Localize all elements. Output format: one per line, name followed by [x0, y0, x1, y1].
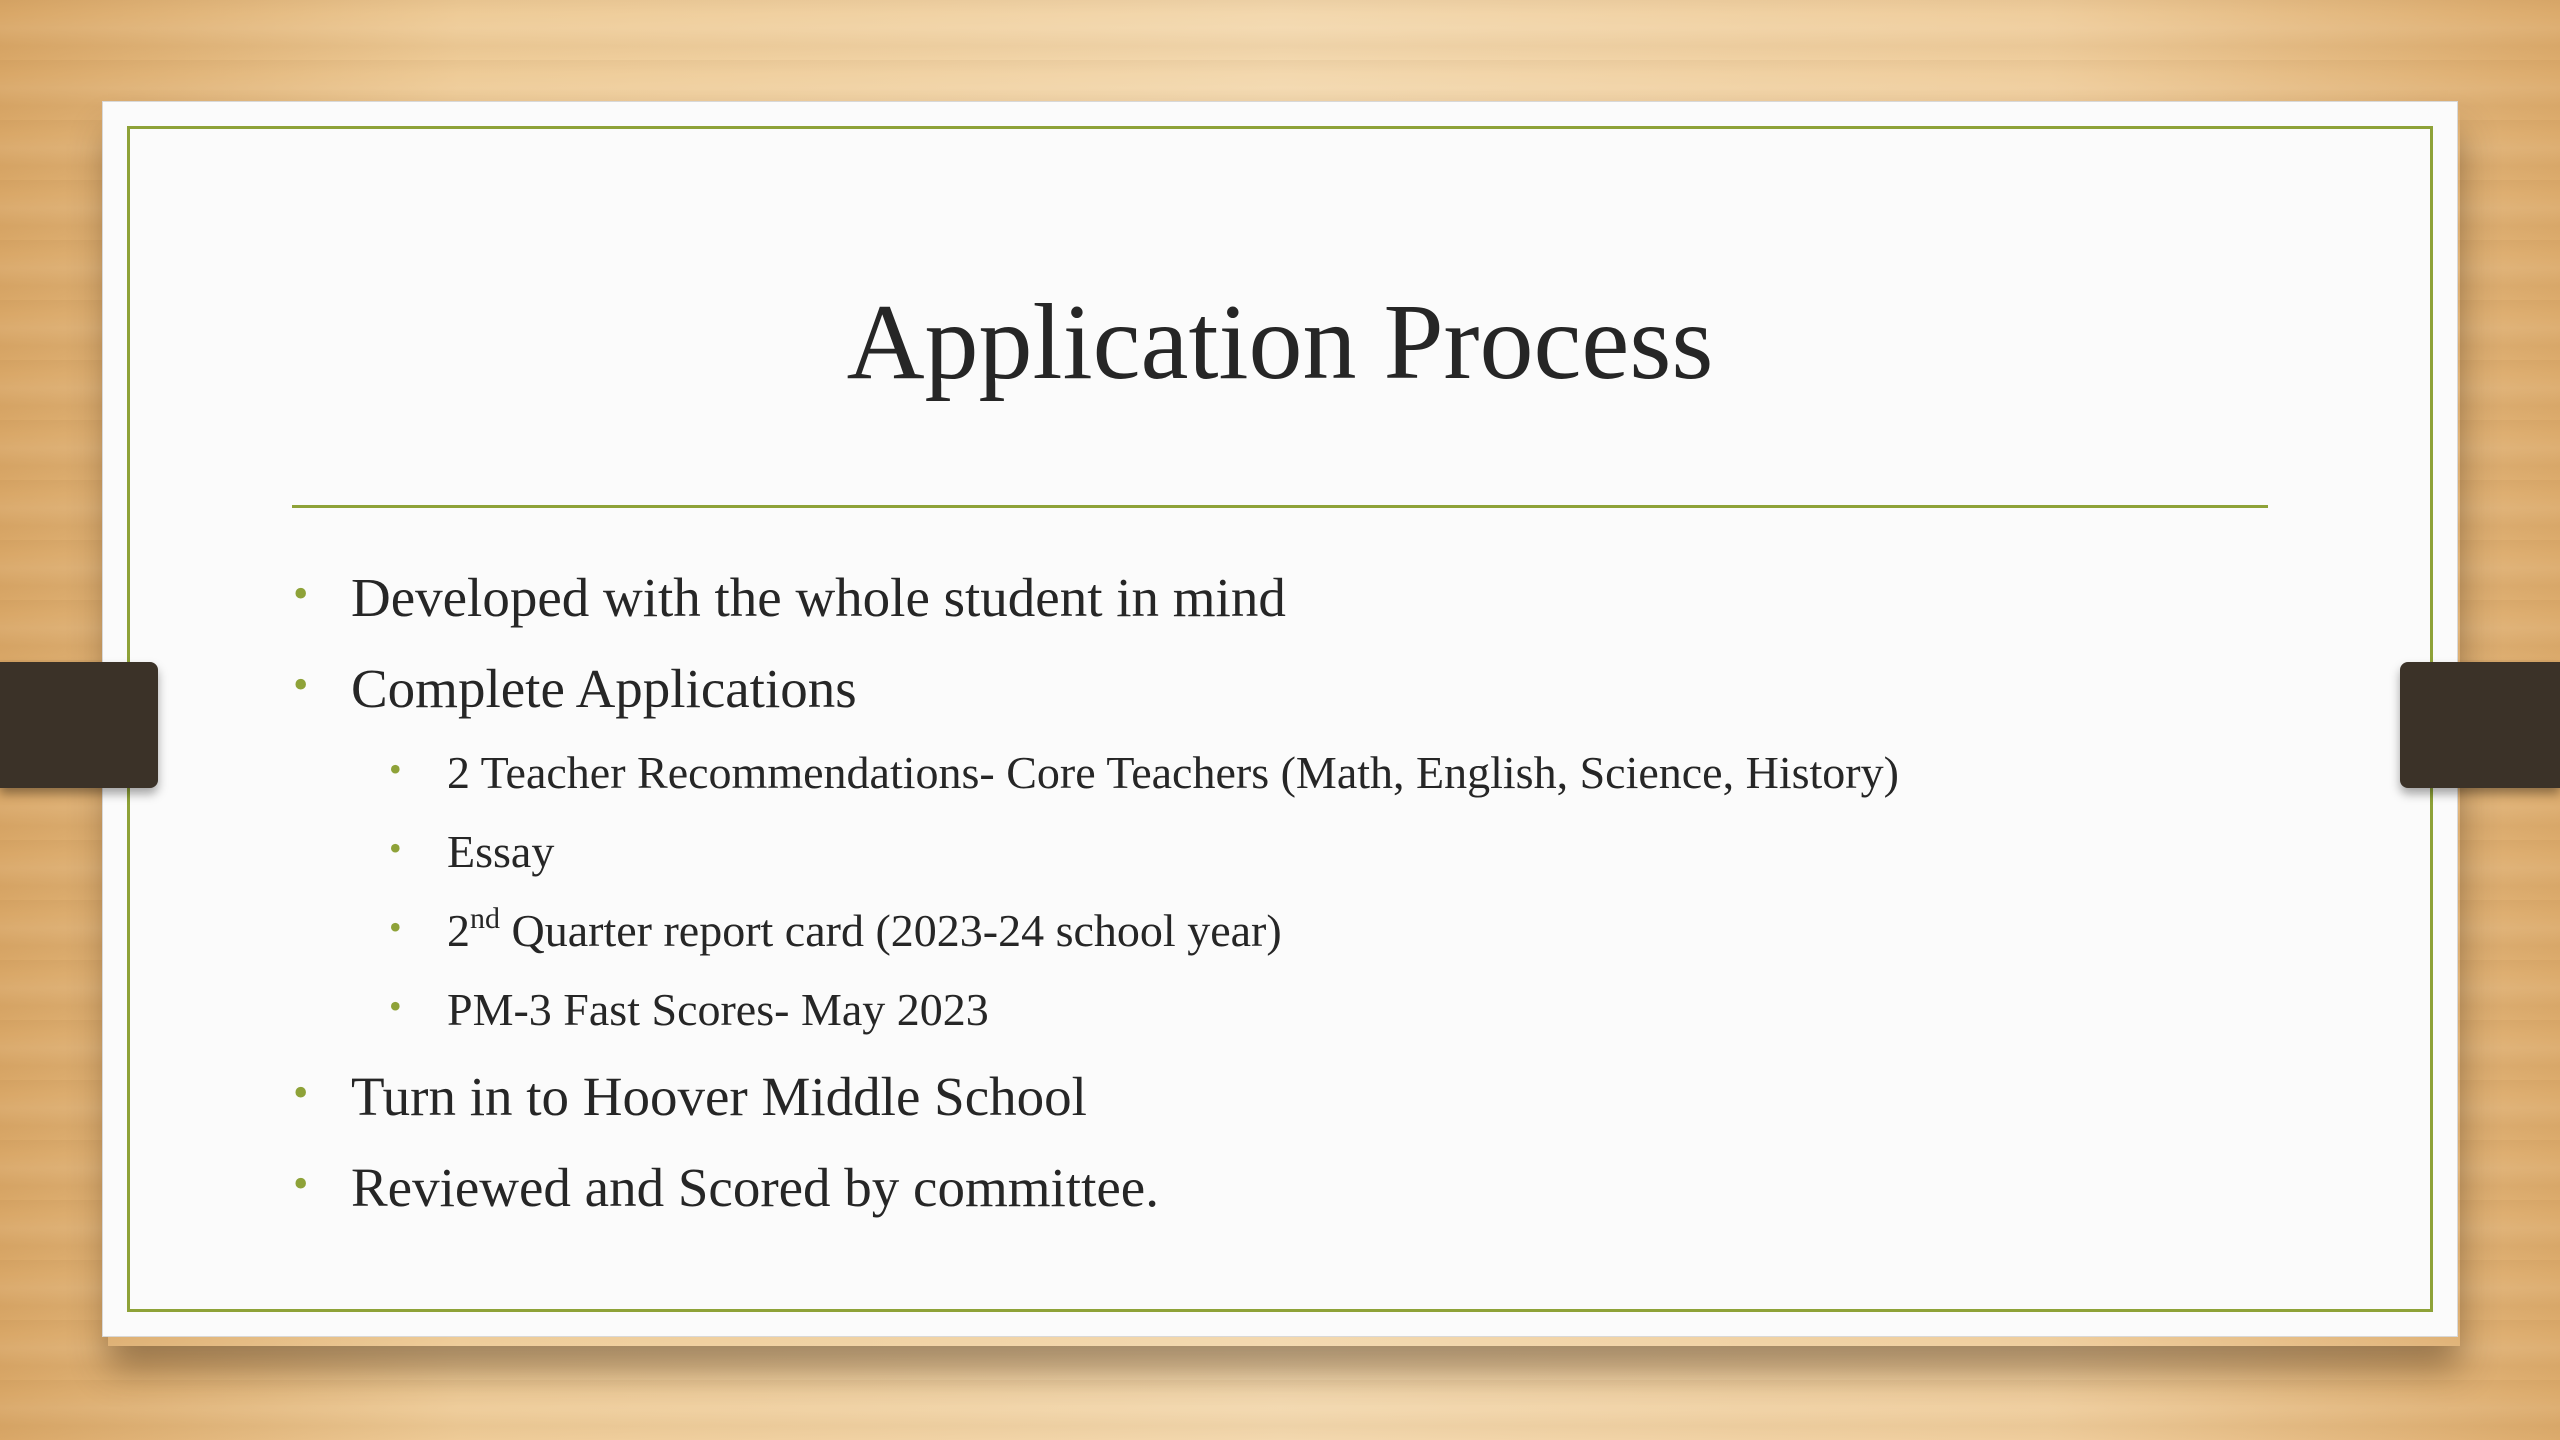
bullet-text: Turn in to Hoover Middle School — [351, 1066, 1087, 1127]
sub-bullet-rest: Quarter report card (2023-24 school year) — [500, 905, 1282, 956]
bullet-item — [293, 1064, 1087, 1130]
ordinal-suffix: nd — [470, 902, 500, 935]
bullet-item — [293, 565, 1286, 631]
sub-bullet-text: 2 Teacher Recommendations- Core Teachers (Math, English, Science, History) — [447, 747, 1899, 798]
sub-bullet-item — [389, 745, 1899, 801]
bullet-item — [293, 1155, 1159, 1221]
sub-bullet-item — [389, 902, 1282, 959]
sub-bullet-item — [389, 982, 989, 1038]
bullet-dot-icon: • — [293, 660, 309, 709]
sub-bullet-text — [447, 902, 1282, 956]
slide-title: Application Process — [846, 283, 1714, 402]
bullet-item — [293, 656, 857, 722]
bullet-dot-icon: • — [293, 1068, 309, 1117]
bullet-dot-icon: • — [389, 907, 402, 947]
sub-bullet-text: PM-3 Fast Scores- May 2023 — [447, 984, 989, 1035]
bullet-text: Complete Applications — [351, 658, 857, 719]
bullet-dot-icon: • — [293, 569, 309, 618]
ordinal-number: 2 — [447, 905, 470, 956]
bullet-dot-icon: • — [389, 749, 402, 789]
bullet-dot-icon: • — [389, 828, 402, 868]
sub-bullet-text: Essay — [447, 826, 555, 877]
sub-bullet-item — [389, 824, 555, 880]
bullet-text: Reviewed and Scored by committee. — [351, 1157, 1159, 1218]
bullet-text: Developed with the whole student in mind — [351, 567, 1286, 628]
bullet-dot-icon: • — [293, 1159, 309, 1208]
bullet-dot-icon: • — [389, 986, 402, 1026]
